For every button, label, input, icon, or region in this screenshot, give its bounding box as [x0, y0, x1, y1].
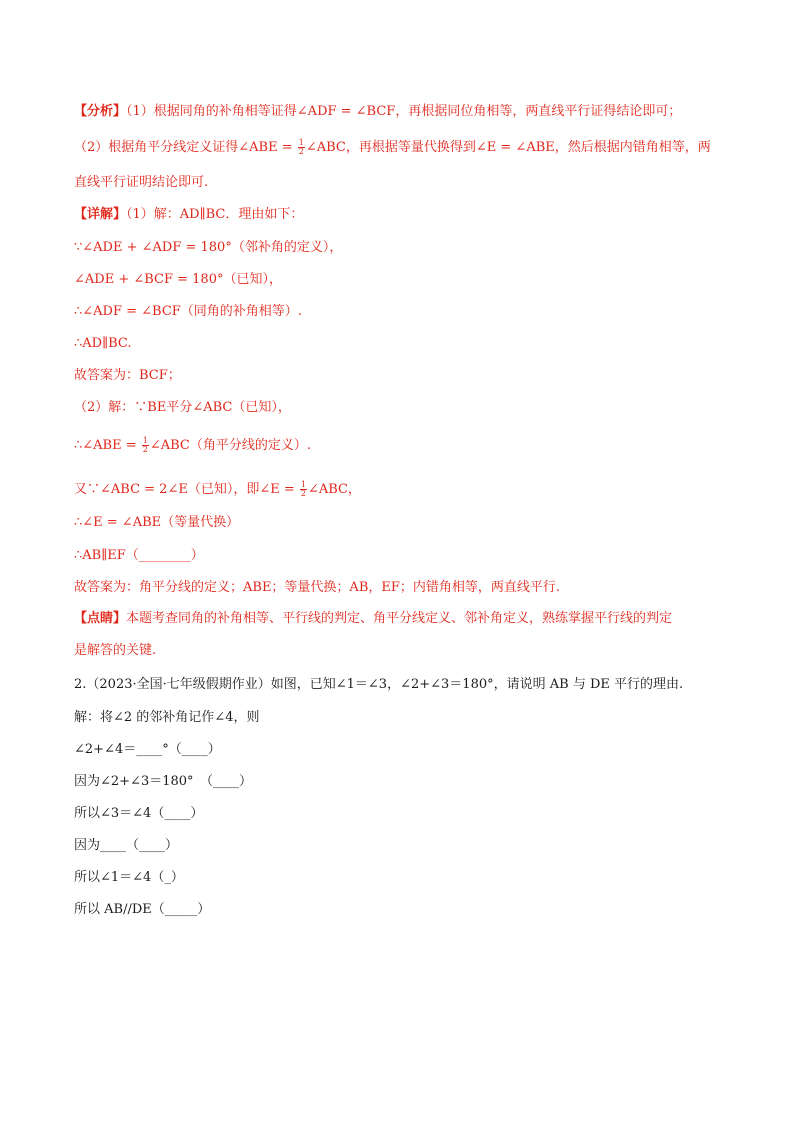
- question2-line-6: 因为____（____）: [74, 838, 179, 853]
- analysis-line-1: 【分析】（1）根据同角的补角相等证得∠ADF = ∠BCF，再根据同位角相等，两直线平行证得结论即可；: [74, 104, 682, 119]
- detail-line-7: （2）解：∵BE平分∠ABC（已知），: [74, 400, 291, 415]
- question2-line-1: 2.（2023·全国·七年级假期作业）如图，已知∠1＝∠3，∠2+∠3＝180°，请说明 AB 与 DE 平行的理由.: [74, 677, 684, 692]
- detail-line-10: ∴∠E = ∠ABE（等量代换）: [74, 515, 240, 530]
- comment-line-2: 是解答的关键.: [74, 643, 157, 658]
- question2-line-2: 解：将∠2 的邻补角记作∠4，则: [74, 710, 260, 725]
- detail-line-8: ∴∠ABE = $\frac{1}{2}$ ∠ABC（角平分线的定义）.: [74, 436, 312, 454]
- detail-line-11: ∴AB∥EF（________）: [74, 548, 204, 563]
- detail-line-5: ∴AD∥BC.: [74, 336, 132, 351]
- analysis-line-3: 直线平行证明结论即可.: [74, 175, 209, 190]
- detail-line-3: ∠ADE + ∠BCF = 180°（已知），: [74, 272, 282, 287]
- detail-line-12: 故答案为：角平分线的定义；ABE；等量代换；AB，EF；内错角相等，两直线平行.: [74, 580, 561, 595]
- detail-line-4: ∴∠ADF = ∠BCF（同角的补角相等）.: [74, 304, 302, 319]
- question2-line-4: 因为∠2+∠3＝180° （____）: [74, 774, 253, 789]
- fraction-half: $\frac{1}{2}$: [300, 480, 306, 498]
- question2-line-5: 所以∠3＝∠4（____）: [74, 806, 204, 821]
- question2-line-8: 所以 AB//DE（_____）: [74, 902, 211, 917]
- detail-line-2: ∵∠ADE + ∠ADF = 180°（邻补角的定义），: [74, 240, 343, 255]
- comment-tag: 【点睛】: [74, 611, 127, 626]
- question2-line-7: 所以∠1＝∠4（_）: [74, 870, 184, 885]
- analysis-tag: 【分析】: [74, 104, 127, 119]
- fraction-half: $\frac{1}{2}$: [142, 436, 148, 454]
- question2-line-3: ∠2+∠4＝____°（____）: [74, 742, 221, 757]
- detail-line-9: 又∵∠ABC = 2∠E（已知），即∠E = $\frac{1}{2}$ ∠ABC，: [74, 480, 361, 498]
- fraction-half: $\frac{1}{2}$: [298, 138, 304, 156]
- detail-line-1: 【详解】（1）解：AD∥BC．理由如下：: [74, 207, 304, 222]
- analysis-line-2: （2）根据角平分线定义证得∠ABE = $\frac{1}{2}$ ∠ABC，再根据等量代换得到∠E = ∠ABE，然后根据内错角相等，两: [74, 138, 711, 156]
- detail-line-6: 故答案为：BCF；: [74, 368, 181, 383]
- comment-line-1: 【点睛】本题考查同角的补角相等、平行线的判定、角平分线定义、邻补角定义，熟练掌握平行线的判定: [74, 611, 673, 626]
- detail-tag: 【详解】: [74, 207, 127, 222]
